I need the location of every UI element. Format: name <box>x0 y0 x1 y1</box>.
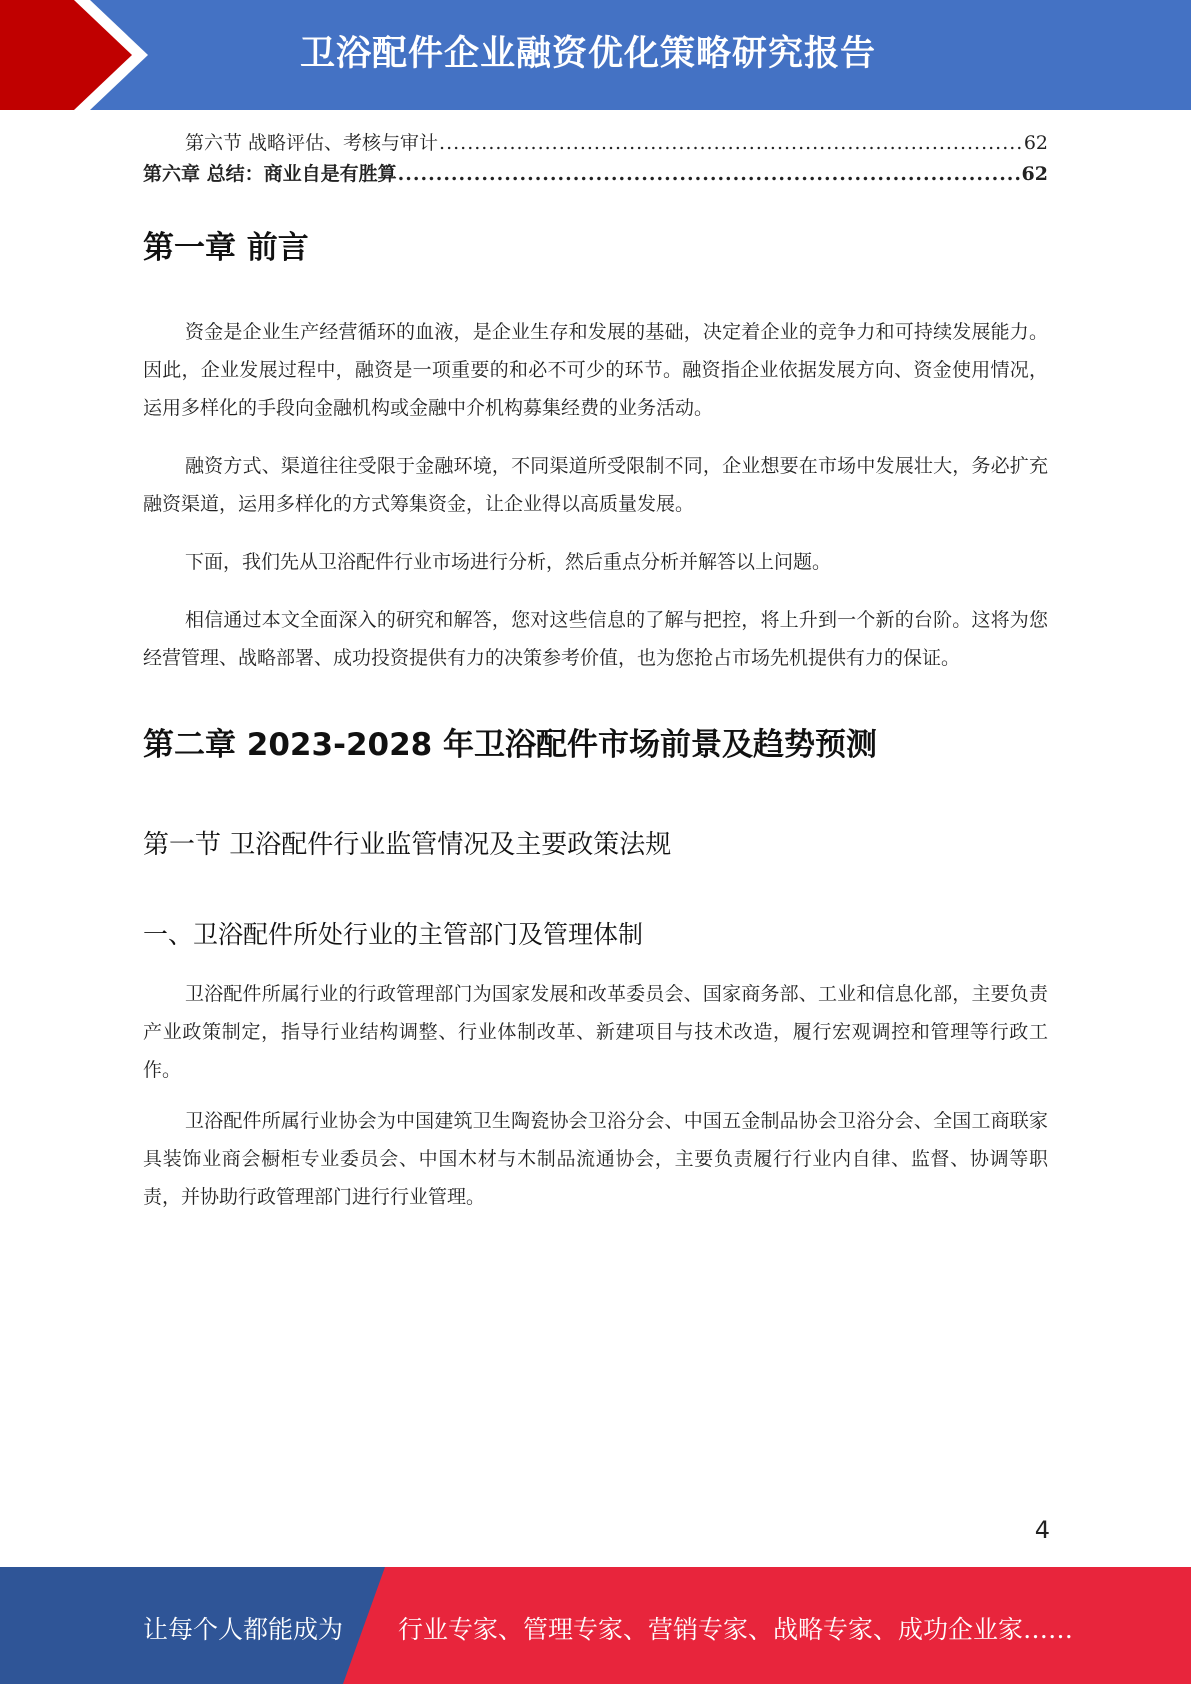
chapter-2-section-1-heading: 第一节 卫浴配件行业监管情况及主要政策法规 <box>143 830 672 860</box>
toc-entry-text: 第六章 总结：商业自是有胜算 <box>143 163 397 185</box>
toc-entry-text: 第六节 战略评估、考核与审计 <box>185 132 439 154</box>
toc-entry-chapter-6[interactable] <box>143 159 1048 190</box>
header-banner <box>0 0 1191 110</box>
toc-entry-section-6[interactable] <box>143 128 1048 159</box>
footer-banner <box>0 1567 1191 1684</box>
chapter-2-paragraph-2: 卫浴配件所属行业协会为中国建筑卫生陶瓷协会卫浴分会、中国五金制品协会卫浴分会、全国工商联家具装饰业商会橱柜专业委员会、中国木材与木制品流通协会，主要负责履行行业内自律、监督、协调等职责，并协助行政管理部门进行行业管理。 <box>143 1110 1048 1208</box>
toc-entry-page: 62 <box>1023 132 1048 154</box>
chapter-1-heading: 第一章 前言 <box>143 230 309 266</box>
chapter-2-heading: 第二章 2023-2028 年卫浴配件市场前景及趋势预测 <box>143 727 878 763</box>
toc-leader-dots <box>439 128 1023 159</box>
chapter-2-paragraph-1: 卫浴配件所属行业的行政管理部门为国家发展和改革委员会、国家商务部、工业和信息化部，主要负责产业政策制定，指导行业结构调整、行业体制改革、新建项目与技术改造，履行宏观调控和管理等行政工作。 <box>143 983 1048 1081</box>
report-title: 卫浴配件企业融资优化策略研究报告 <box>300 34 877 74</box>
page-number: 4 <box>1034 1516 1050 1544</box>
toc-leader-dots <box>398 159 1021 190</box>
chapter-1-paragraph-3: 下面，我们先从卫浴配件行业市场进行分析，然后重点分析并解答以上问题。 <box>185 551 832 573</box>
chapter-1-paragraph-1: 资金是企业生产经营循环的血液，是企业生存和发展的基础，决定着企业的竞争力和可持续发展能力。因此，企业发展过程中，融资是一项重要的和必不可少的环节。融资指企业依据发展方向、资金使用情况，运用多样化的手段向金融机构或金融中介机构募集经费的业务活动。 <box>143 321 1048 419</box>
chapter-2-subsection-1-heading: 一、卫浴配件所处行业的主管部门及管理体制 <box>143 920 644 949</box>
footer-slogan-right: 行业专家、管理专家、营销专家、战略专家、成功企业家…… <box>398 1615 1074 1644</box>
page-content <box>143 128 1048 1216</box>
chapter-1-paragraph-4: 相信通过本文全面深入的研究和解答，您对这些信息的了解与把控，将上升到一个新的台阶。这将为您经营管理、战略部署、成功投资提供有力的决策参考价值，也为您抢占市场先机提供有力的保证。 <box>143 609 1048 669</box>
toc-entry-page: 62 <box>1021 163 1048 185</box>
chapter-1-paragraph-2: 融资方式、渠道往往受限于金融环境，不同渠道所受限制不同，企业想要在市场中发展壮大，务必扩充融资渠道，运用多样化的方式筹集资金，让企业得以高质量发展。 <box>143 455 1048 515</box>
footer-slogan-left: 让每个人都能成为 <box>143 1615 344 1644</box>
